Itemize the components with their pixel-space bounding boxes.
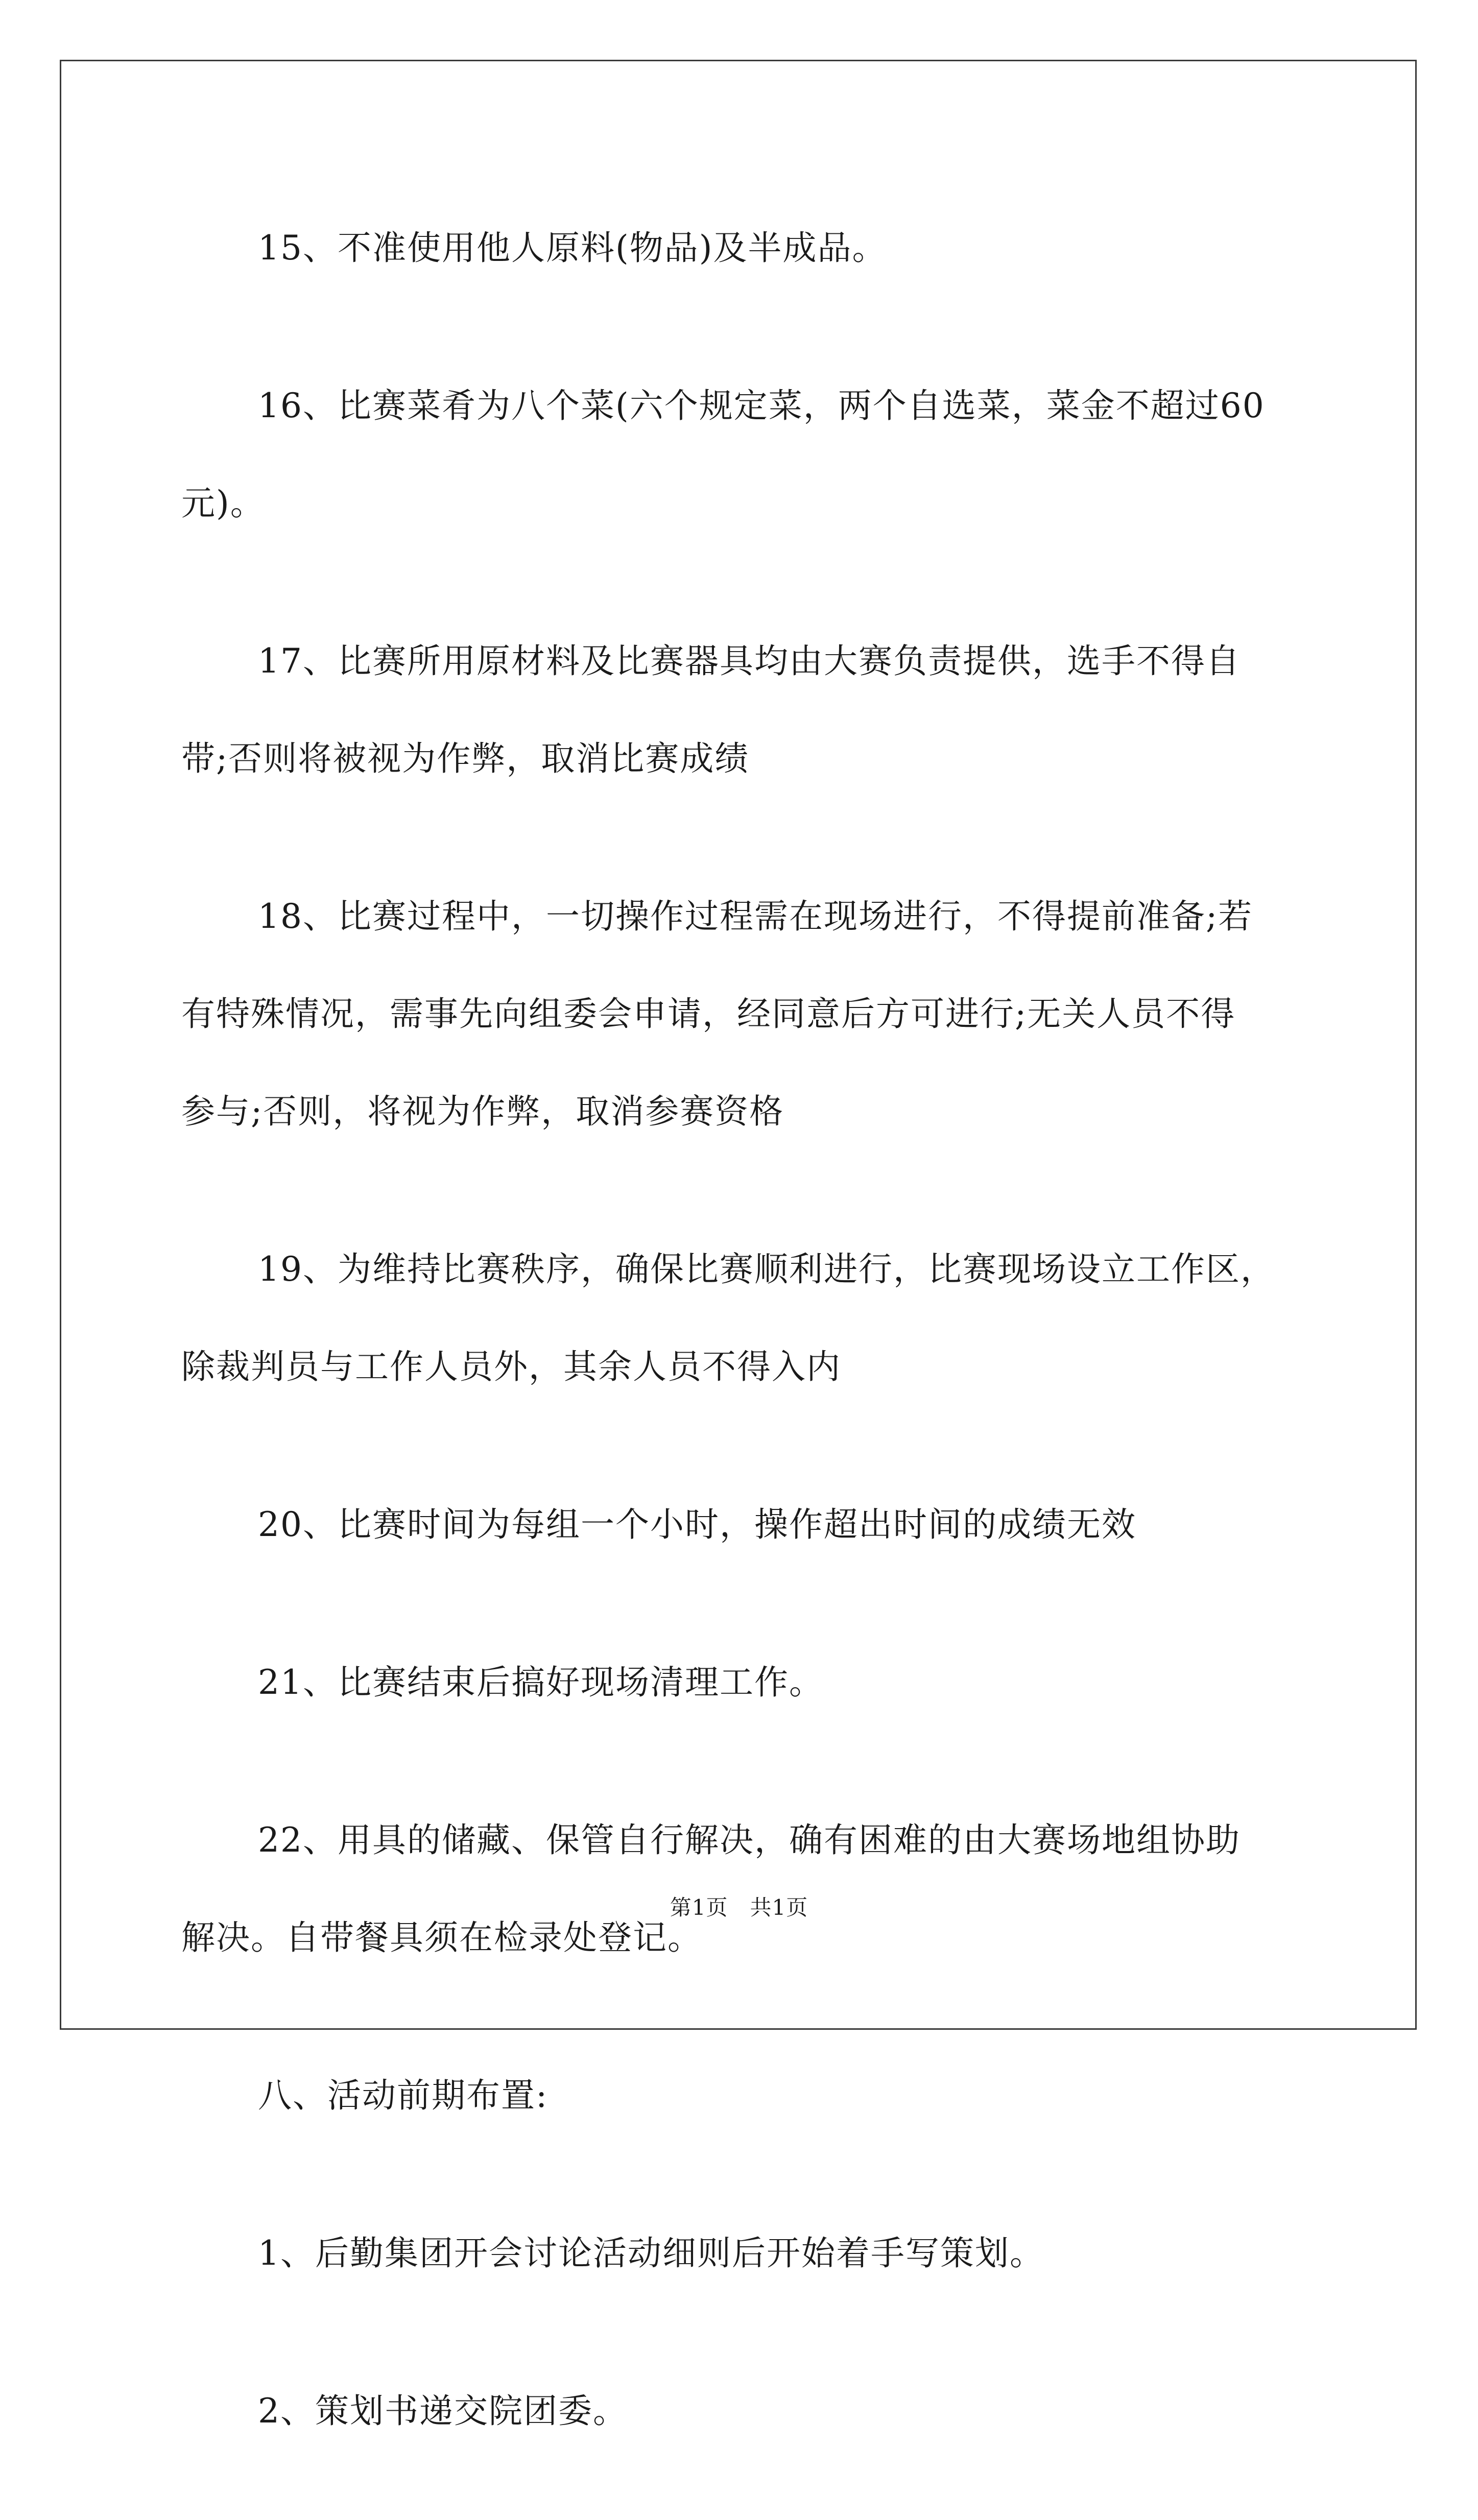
paragraph-18 [181,868,1300,1160]
heading-line: 八、活动前期布置: [258,2076,549,2115]
paragraph-line: 带;否则将被视为作弊，取消比赛成绩 [181,739,750,778]
paragraph-15 [181,199,1300,297]
paragraph-21 [181,1634,1300,1731]
paragraph-17 [181,612,1300,807]
paragraph-line: 2、策划书递交院团委。 [258,2391,628,2431]
paragraph-line: 1、后勤集团开会讨论活动细则后开始着手写策划。 [258,2234,1044,2273]
paragraph-line: 有特殊情况，需事先向组委会申请，经同意后方可进行;无关人员不得 [181,994,1236,1034]
paragraph-22 [181,1791,1300,1986]
paragraph-line: 15、不准使用他人原料(物品)及半成品。 [258,228,887,268]
paragraph-20 [181,1476,1300,1573]
paragraph-item-2 [181,2362,1300,2460]
document-body [181,199,1300,2520]
page-number-footer: 第1页 共1页 [670,1895,808,1920]
paragraph-item-1 [181,2204,1300,2302]
paragraph-19 [181,1220,1300,1415]
paragraph-16 [181,357,1300,552]
paragraph-line: 22、用具的储藏、保管自行解决，确有困难的由大赛场地组协助 [258,1820,1241,1860]
paragraph-line: 19、为维持比赛秩序，确保比赛顺利进行，比赛现场设立工作区， [258,1250,1275,1289]
paragraph-line: 17、比赛所用原材料及比赛器具均由大赛负责提供，选手不得自 [258,641,1241,681]
paragraph-line: 参与;否则，将视为作弊，取消参赛资格 [181,1092,784,1131]
paragraph-line: 除裁判员与工作人员外，其余人员不得入内 [181,1347,841,1386]
paragraph-line: 21、比赛结束后搞好现场清理工作。 [258,1663,824,1702]
paragraph-line: 20、比赛时间为每组一个小时，操作超出时间的成绩无效 [258,1505,1136,1544]
paragraph-line: 解决。自带餐具须在检录处登记。 [181,1918,702,1957]
paragraph-line: 元)。 [181,484,265,523]
paragraph-line: 16、比赛菜肴为八个菜(六个规定菜，两个自选菜，菜金不超过60 [258,386,1265,425]
paragraph-line: 18、比赛过程中，一切操作过程需在现场进行，不得提前准备;若 [258,897,1253,936]
section-heading-8 [181,2047,1300,2144]
